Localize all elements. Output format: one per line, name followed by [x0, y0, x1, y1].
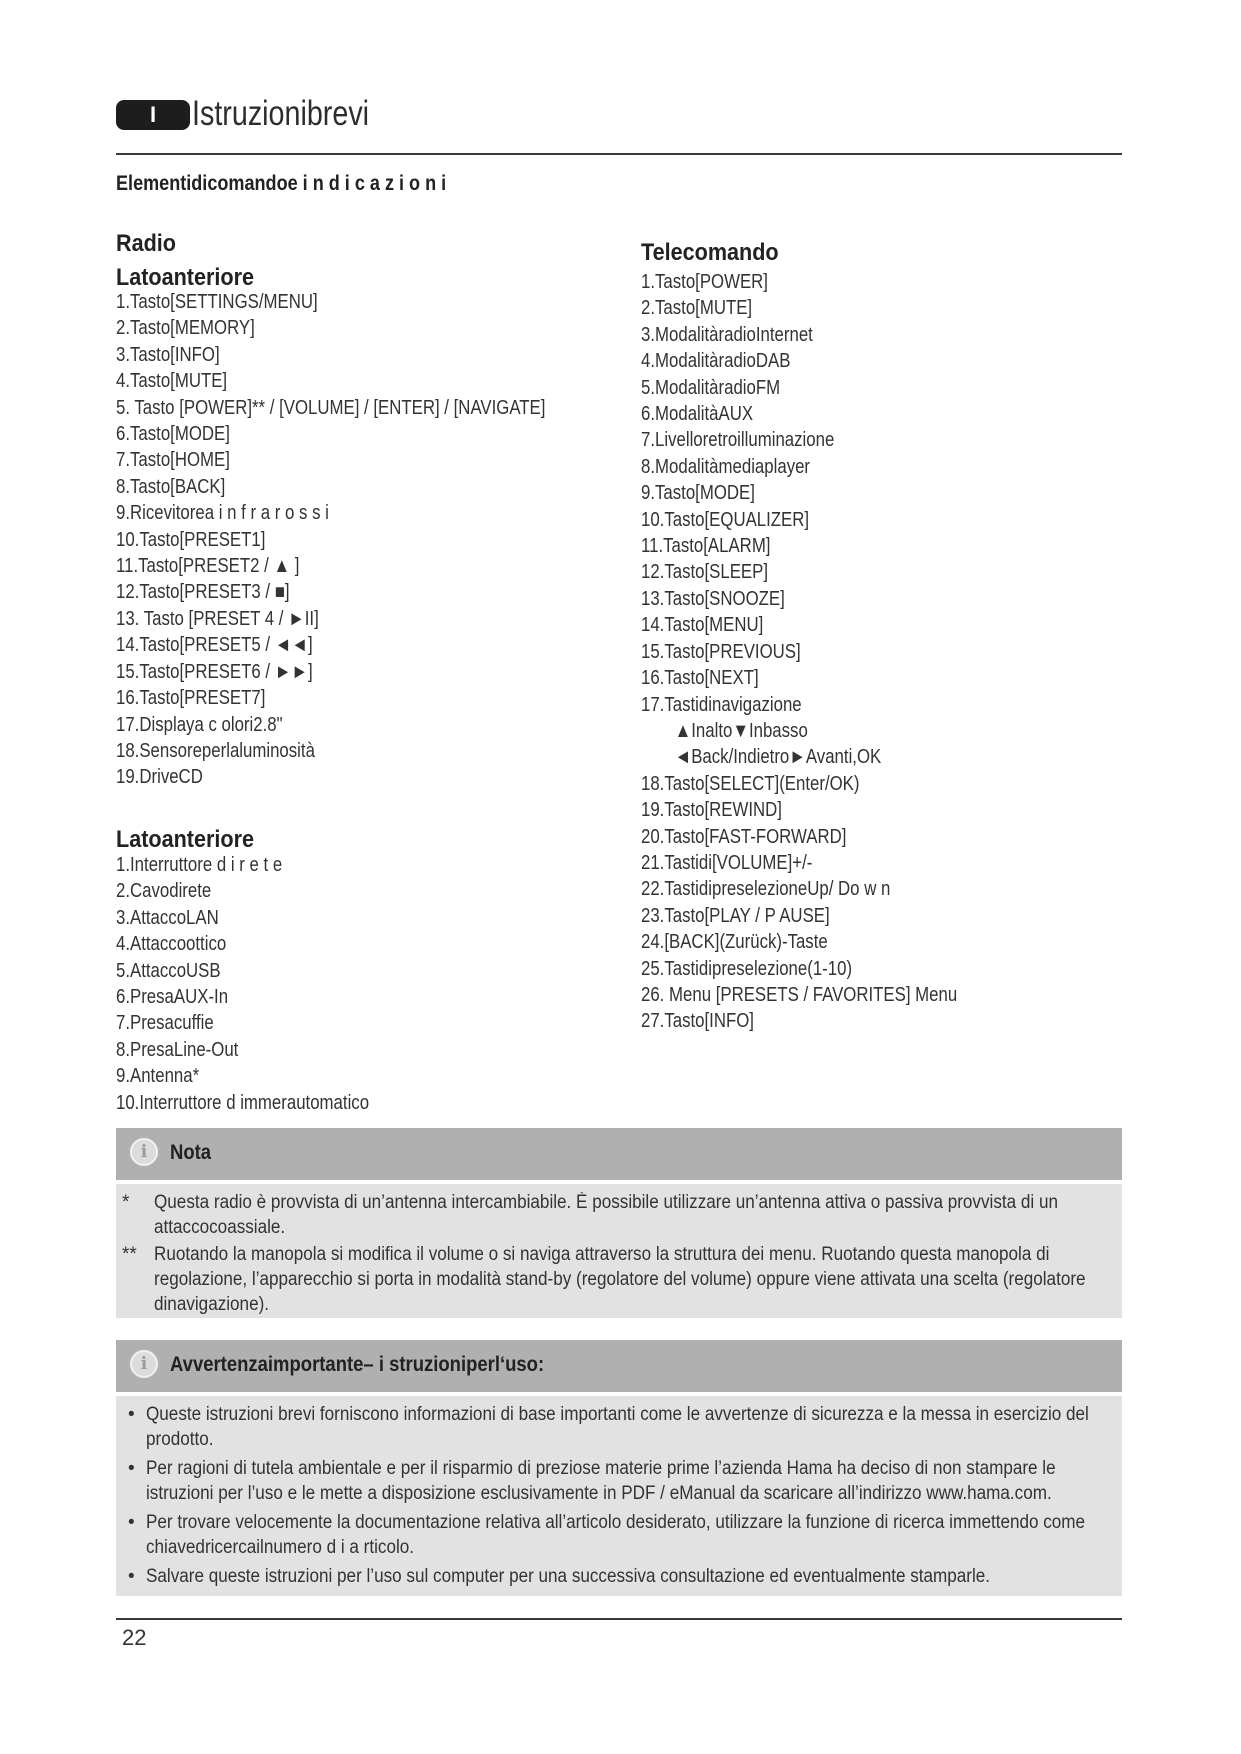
warning-body [116, 1396, 1122, 1596]
note-item [116, 1190, 1122, 1240]
bullet-dot: • [128, 1512, 135, 1533]
info-icon: i [130, 1350, 158, 1378]
bullet-text: Queste istruzioni brevi forniscono informazioni di base importanti come le avvertenze di sicurezza e la messa in esercizio del prodotto. [146, 1404, 1089, 1450]
list-item: 16.Tasto[PRESET7] [116, 687, 266, 710]
list-item: 6.ModalitàAUX [641, 403, 754, 426]
footer-divider [116, 1618, 1122, 1620]
list-item: 10.Tasto[PRESET1] [116, 528, 266, 551]
page-title: Istruzionibrevi [192, 94, 370, 133]
note-header [116, 1128, 1122, 1180]
list-item: 13. Tasto [PRESET 4 / ►II] [116, 607, 319, 630]
bullet-text: Per trovare velocemente la documentazione relativa all’articolo desiderato, utilizzare la funzione di ricerca immettendo come chiavedricercailnumero d i a rticolo. [146, 1512, 1086, 1558]
info-icon: i [130, 1138, 158, 1166]
list-item-sub: ▲Inalto▼Inbasso [674, 719, 808, 742]
bullet-dot: • [128, 1404, 135, 1425]
list-item: 18.Sensoreperlaluminosità [116, 739, 315, 762]
radio-front-heading: Latoanteriore [116, 264, 255, 291]
list-item: 2.Cavodirete [116, 880, 212, 903]
list-item: 19.Tasto[REWIND] [641, 799, 782, 822]
list-item: 15.Tasto[PREVIOUS] [641, 640, 801, 663]
bullet-item [116, 1456, 1122, 1506]
page-number: 22 [122, 1625, 147, 1650]
list-item: 18.Tasto[SELECT](Enter/OK) [641, 772, 860, 795]
note-mark: * [122, 1192, 130, 1213]
list-item: 4.ModalitàradioDAB [641, 350, 791, 373]
list-item: 25.Tastidipreselezione(1-10) [641, 957, 853, 980]
list-item: 24.[BACK](Zurück)-Taste [641, 931, 828, 954]
bullet-item [116, 1402, 1122, 1452]
note-title: Nota [170, 1141, 212, 1164]
list-item: 11.Tasto[ALARM] [641, 535, 771, 558]
list-item: 1.Tasto[SETTINGS/MENU] [116, 291, 318, 313]
bullet-item [116, 1564, 1122, 1589]
list-item: 4.Tasto[MUTE] [116, 370, 228, 393]
bullet-text: Per ragioni di tutela ambientale e per il risparmio di preziose materie prime l’azienda Hama ha deciso di non stampare le istruzioni per l’uso e le mette a disposizione esclusivamente in PDF / eManual da scaricare all’indirizzo www.hama.com. [146, 1458, 1056, 1504]
list-item: 9.Tasto[MODE] [641, 482, 755, 505]
radio-front-list [116, 289, 627, 791]
list-item: 14.Tasto[PRESET5 / ◄◄] [116, 634, 313, 657]
list-item: 5. Tasto [POWER]** / [VOLUME] / [ENTER] / [NAVIGATE] [116, 396, 546, 419]
list-item: 16.Tasto[NEXT] [641, 667, 759, 690]
radio-back-list [116, 852, 417, 1116]
remote-heading: Telecomando [641, 239, 779, 266]
header-divider [116, 153, 1122, 155]
list-item: 17.Tastidinavigazione [641, 693, 802, 716]
list-item: 14.Tasto[MENU] [641, 614, 764, 637]
list-item: 12.Tasto[SLEEP] [641, 561, 769, 584]
list-item: 5.AttaccoUSB [116, 959, 221, 982]
list-item: 23.Tasto[PLAY / P AUSE] [641, 904, 830, 927]
list-item: 11.Tasto[PRESET2 / ▲ ] [116, 555, 300, 578]
language-badge: I [116, 100, 190, 130]
list-item: 13.Tasto[SNOOZE] [641, 587, 785, 610]
list-item: 10.Tasto[EQUALIZER] [641, 508, 810, 531]
radio-back-heading: Latoanteriore [116, 826, 255, 853]
list-item: 8.PresaLine-Out [116, 1038, 239, 1061]
list-item: 27.Tasto[INFO] [641, 1010, 754, 1033]
bullet-dot: • [128, 1458, 135, 1479]
list-item: 3.ModalitàradioInternet [641, 323, 813, 346]
list-item: 2.Tasto[MUTE] [641, 297, 753, 320]
list-item: 5.ModalitàradioFM [641, 376, 781, 399]
list-item: 20.Tasto[FAST-FORWARD] [641, 825, 847, 848]
bullet-dot: • [128, 1566, 135, 1587]
list-item: 8.Modalitàmediaplayer [641, 455, 811, 478]
list-item: 8.Tasto[BACK] [116, 475, 226, 498]
list-item: 2.Tasto[MEMORY] [116, 317, 255, 340]
note-mark: ** [122, 1244, 137, 1265]
note-text: Ruotando la manopola si modifica il volume o si naviga attraverso la struttura dei menu. Ruotando questa manopola di regolazione, l’apparecchio si porta in modalità stand-by (regolatore del volume) oppure viene attivata una scelta (regolatore dinavigazione). [154, 1244, 1086, 1315]
list-item: 3.AttaccoLAN [116, 906, 219, 929]
warning-header [116, 1340, 1122, 1392]
note-item [116, 1242, 1122, 1317]
list-item: 6.PresaAUX-In [116, 986, 229, 1009]
radio-heading: Radio [116, 230, 177, 257]
list-item: 10.Interruttore d immerautomatico [116, 1091, 370, 1114]
list-item: 19.DriveCD [116, 766, 203, 789]
list-item: 26. Menu [PRESETS / FAVORITES] Menu [641, 983, 958, 1006]
list-item: 17.Displaya c olori2.8" [116, 713, 283, 736]
list-item: 7.Livelloretroilluminazione [641, 429, 835, 452]
list-item: 6.Tasto[MODE] [116, 423, 230, 446]
list-item: 12.Tasto[PRESET3 / ■] [116, 581, 290, 604]
note-text: Questa radio è provvista di un’antenna intercambiabile. È possibile utilizzare un’antenna attiva o passiva provvista di un attaccocoassiale. [154, 1192, 1058, 1238]
list-item-sub: ◄Back/Indietro►Avanti,OK [674, 746, 882, 769]
list-item: 9.Ricevitorea i n f r a r o s s i [116, 502, 329, 525]
bullet-text: Salvare queste istruzioni per l’uso sul computer per una successiva consultazione ed eventualmente stamparle. [146, 1566, 991, 1587]
bullet-item [116, 1510, 1122, 1560]
list-item: 7.Presacuffie [116, 1012, 214, 1035]
list-item: 3.Tasto[INFO] [116, 343, 220, 366]
section-heading: Elementidicomandoe i n d i c a z i o n i [116, 172, 447, 195]
list-item: 9.Antenna* [116, 1065, 200, 1088]
list-item: 21.Tastidi[VOLUME]+/- [641, 851, 813, 874]
note-body [116, 1184, 1122, 1318]
list-item: 4.Attaccoottico [116, 933, 227, 956]
warning-title: Avvertenzaimportante– i struzioniperl‘uso: [170, 1353, 545, 1376]
list-item: 1.Interruttore d i r e t e [116, 854, 283, 876]
list-item: 1.Tasto[POWER] [641, 271, 768, 293]
remote-list [641, 269, 1017, 1035]
list-item: 22.TastidipreselezioneUp/ Do w n [641, 878, 891, 901]
list-item: 7.Tasto[HOME] [116, 449, 230, 472]
list-item: 15.Tasto[PRESET6 / ►►] [116, 660, 313, 683]
